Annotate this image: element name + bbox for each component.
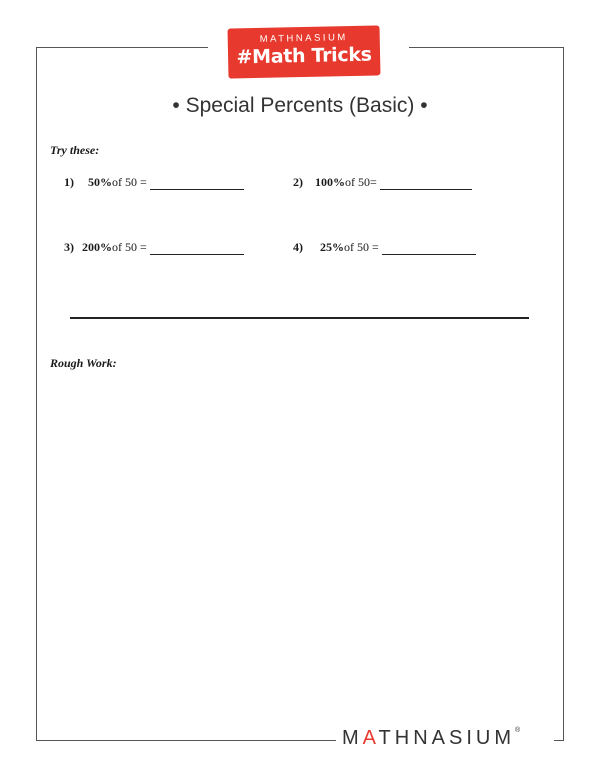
problem-text: of 50=	[345, 175, 377, 189]
problem-2	[293, 175, 472, 190]
problem-number: 2)	[293, 175, 303, 189]
frame-bottom-left	[36, 740, 336, 741]
problem-number: 4)	[293, 240, 303, 254]
logo-brand: MATHNASIUM	[259, 32, 348, 45]
rough-work-label: Rough Work:	[50, 356, 117, 370]
problem-3	[64, 240, 244, 255]
problem-text: of 50 =	[344, 240, 379, 254]
footer-logo-accent: A	[362, 727, 379, 749]
problem-4	[293, 240, 476, 255]
problem-number: 1)	[64, 175, 74, 189]
problem-number: 3)	[64, 240, 74, 254]
logo-tagline: #Math Tricks	[236, 43, 372, 69]
footer-logo-tm: ®	[514, 727, 521, 734]
answer-blank[interactable]	[150, 242, 244, 255]
problem-text: of 50 =	[112, 240, 147, 254]
problem-percent: 200%	[82, 240, 112, 254]
footer-logo-pre: M	[342, 727, 363, 749]
frame-bottom-right	[554, 740, 564, 741]
footer-logo-post: THNASIUM	[378, 727, 515, 749]
frame-left	[36, 47, 37, 740]
answer-blank[interactable]	[380, 177, 472, 190]
answer-blank[interactable]	[150, 177, 244, 190]
problem-percent: 50%	[88, 175, 112, 189]
page-title: • Special Percents (Basic) •	[172, 94, 428, 117]
math-tricks-logo	[227, 25, 380, 78]
problem-1	[64, 175, 244, 190]
frame-top-right	[409, 47, 563, 48]
section-divider	[70, 317, 529, 319]
frame-top-left	[36, 47, 208, 48]
problem-percent: 100%	[315, 175, 345, 189]
answer-blank[interactable]	[382, 242, 476, 255]
frame-right	[563, 47, 564, 740]
problem-percent: 25%	[320, 240, 344, 254]
mathnasium-footer-logo	[342, 727, 520, 750]
problem-text: of 50 =	[112, 175, 147, 189]
try-these-label: Try these:	[50, 143, 100, 157]
